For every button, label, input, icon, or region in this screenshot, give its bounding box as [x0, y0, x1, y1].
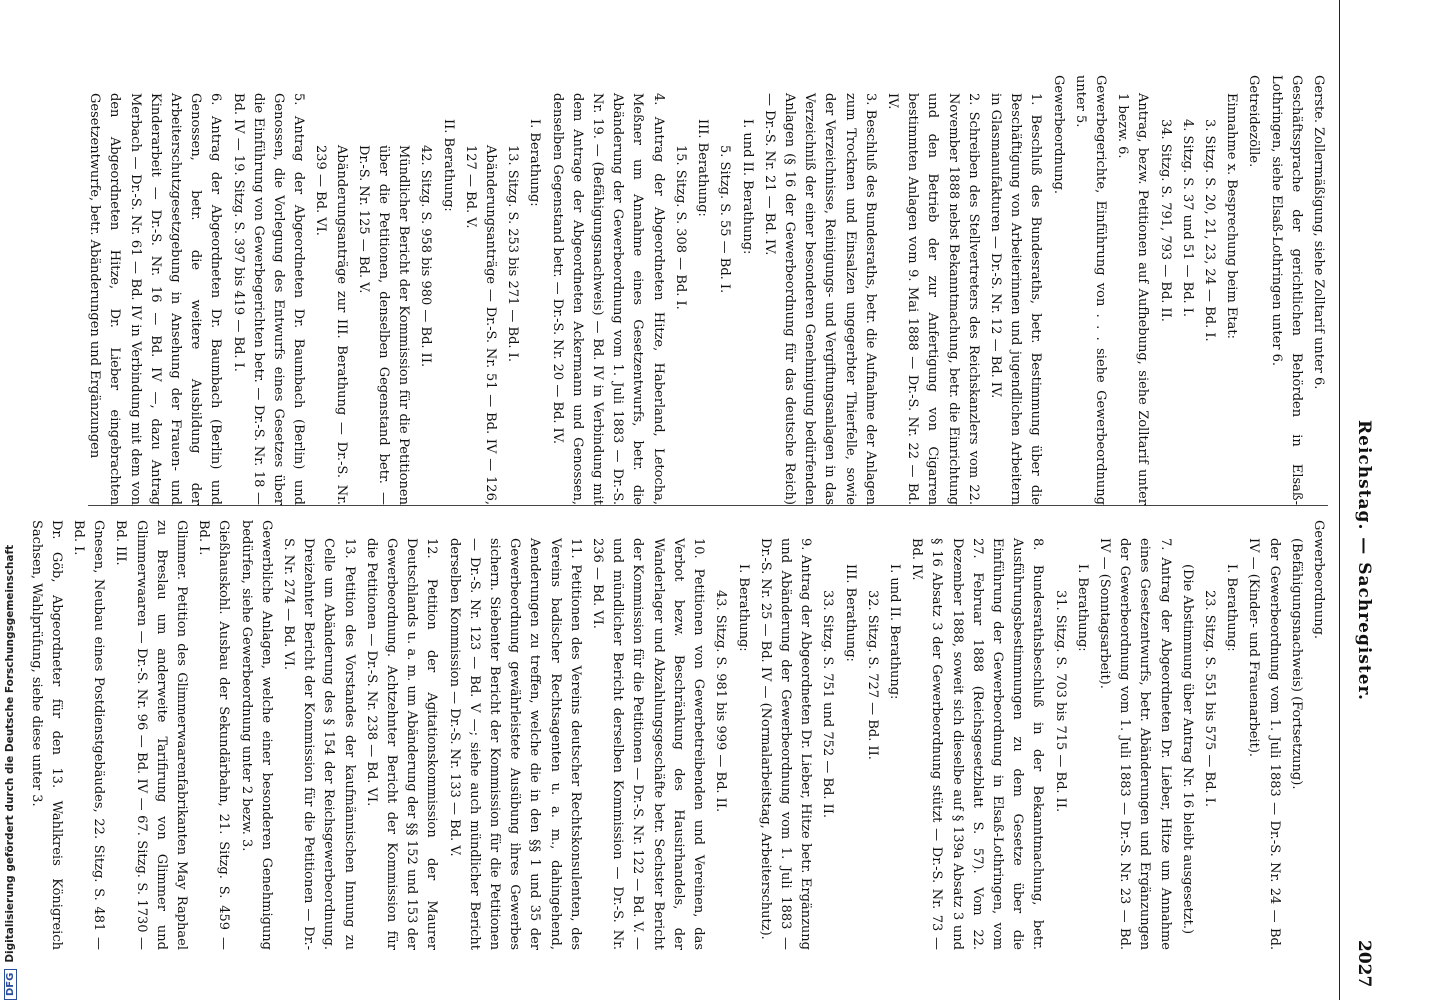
register-entry: 34. Sitzg. S. 791, 793 — Bd. II. [1157, 119, 1173, 322]
register-entry: Gewerbegerichte, Einführung von . . . siehe Gewerbeordnung unter 5. [1072, 75, 1108, 505]
register-entry: 6. Antrag der Abgeordneten Dr. Baumbach (Berlin) und Genossen, betr. die weitere Ausbildung der Arbeiterschutzgesetzgebung in Ansehung der Frauen- und Kinderarbeit — Dr.-S. Nr. 16 — Bd. IV —, dazu Antrag Merbach — Dr.-S. Nr. 61 — Bd. IV in Verbindung mit dem von den Abgeordneten Hitze, Dr. Lieber eingebrachten Gesetzentwurfe, betr. Abänderungen und Ergänzungen [87, 93, 224, 505]
register-entry: 1. Beschluß des Bundesraths, betr. Bestimmung über die Beschäftigung von Arbeiterinnen und jugendlichen Arbeitern in Glasmanufakturen — Dr.-S. Nr. 12 — Bd. IV. [987, 93, 1044, 505]
register-entry: 7. Antrag der Abgeordneten Dr. Lieber, Hitze um Annahme eines Gesetzentwurfs, betr. Abänderungen und Ergänzungen der Gewerbeordnung vom 1. Juli 1883 — Dr.-S. Nr. 23 — Bd. IV — (Sonntagsarbeit). [1096, 538, 1173, 950]
register-entry: I. Berathung: [735, 564, 751, 652]
register-entry: 9. Antrag der Abgeordneten Dr. Lieber, Hitze betr. Ergänzung und Abänderung der Gewerbeordnung vom 1. Juli 1883 — Dr.-S. Nr. 25 — Bd. IV — (Normalarbeitstag, Arbeiterschutz). [757, 538, 814, 950]
register-entry: 13. Petition des Vorstandes der kaufmännischen Innung zu Celle um Abänderung des § 154 der Reichsgewerbeordnung. Dreizehnter Bericht der Kommission für die Petitionen — Dr.-S. Nr. 274 — Bd. VI. [281, 538, 357, 950]
register-entry: 3. Sitzg. S. 20, 21, 23, 24 — Bd. I. [1201, 119, 1217, 342]
register-entry: I. und II. Berathung: [739, 119, 755, 255]
register-entry: Gnesen, Neubau eines Postdienstgebäudes, 22. Sitzg. S. 481 — Bd. I. [71, 520, 107, 950]
register-entry: (Die Abstimmung über Antrag Nr. 16 bleibt ausgesetzt.) [1179, 564, 1195, 935]
register-entry: Gerste. Zollermäßigung, siehe Zolltarif unter 6. [1311, 75, 1326, 390]
register-entry: 15. Sitzg. S. 308 — Bd. I. [672, 145, 688, 310]
register-entry: III. Berathung: [695, 119, 711, 217]
running-title: Reichstag. — Sachregister. [1354, 420, 1374, 701]
register-entry: 11. Petitionen des Vereins deutscher Rechtskonsulenten, des Vereins badischer Rechtsagenten u. a. m., dahingehend, Aenderungen zu treffen, welche die in den §§ 1 und 35 der Gewerbeordnung gewährleistete Ausübung ihres Gewerbes sichern. Siebenter Bericht der Kommission für die Petitionen — Dr.-S. Nr. 123 — Bd. V —; siehe auch mündlicher Bericht derselben Kommission — Dr.-S. Nr. 133 — Bd. V. [446, 538, 583, 950]
register-entry: I. Berathung: [1074, 564, 1090, 652]
register-entry: Getreidezölle. [1246, 75, 1262, 168]
register-entry: 4. Sitzg. S. 37 und 51 — Bd. I. [1179, 119, 1195, 318]
register-entry: 4. Antrag der Abgeordneten Hitze, Haberland, Letocha, Meßner um Annahme eines Gesetzentwurfs, betr. die Abänderung der Gewerbeordnung vom 1. Juli 1883 — Dr.-S. Nr. 19. — (Befähigungsnachweis) — Bd. IV in Verbindung mit dem Antrage der Abgeordneten Ackermann und Genossen, denselben Gegenstand betr. — Dr.-S. Nr. 20 — Bd. IV. [549, 93, 666, 505]
register-entry: 5. Antrag der Abgeordneten Dr. Baumbach (Berlin) und Genossen, die Vorlegung des Entwurfs eines Gesetzes über die Einführung von Gewerbegerichten betr. — Dr.-S. Nr. 18 — Bd. IV — 19. Sitzg. S. 397 bis 419 — Bd. I. [230, 93, 307, 505]
register-entry: Glimmer. Petition des Glimmerwaarenfabrikanten May Raphael zu Breslau um anderweite Tarifirung von Glimmer und Glimmerwaaren — Dr.-S. Nr. 96 — Bd. IV — 67. Sitzg. S. 1730 — Bd. III. [113, 520, 190, 950]
register-entry: 2. Schreiben des Stellvertreters des Reichskanzlers vom 22. November 1888 nebst Bekanntmachung, betr. die Einrichtung und den Betrieb der zur Anfertigung von Cigarren bestimmten Anlagen vom 9. Mai 1888 — Dr.-S. Nr. 22 — Bd. IV. [884, 93, 981, 505]
dfg-logo: DFG [4, 969, 17, 1000]
register-entry: 23. Sitzg. S. 551 bis 575 — Bd. I. [1201, 590, 1217, 807]
register-entry: 43. Sitzg. S. 981 bis 999 — Bd. II. [713, 590, 729, 813]
register-entry: 33. Sitzg. S. 751 und 752 — Bd. II. [820, 590, 836, 819]
column-divider [88, 505, 1328, 506]
rotated-page-content [28, 0, 1380, 1000]
register-entry: I. Berathung: [527, 119, 543, 207]
register-entry: 5. Sitzg. S. 55 — Bd. I. [717, 145, 733, 294]
register-entry: Gewerbliche Anlagen, welche einer besonderen Genehmigung bedürfen, siehe Gewerbeordnung unter 2 bezw. 3. [238, 520, 274, 950]
register-entry: III. Berathung: [842, 564, 858, 662]
register-entry: Gießhauskohl. Ausbau der Sekundärbahn, 21. Sitzg. S. 459 — Bd. I. [196, 520, 232, 950]
register-entry: 10. Petitionen von Gewerbetreibenden und Vereinen, das Verbot bezw. Beschränkung des Hausirhandels, der Wanderlager und Abzahlungsgeschäfte betr. Sechster Bericht der Kommission für die Petitionen — Dr.-S. Nr. 122 — Bd. V. — und mündlicher Bericht derselben Kommission — Dr.-S. Nr. 236 — Bd. VI. [590, 538, 707, 950]
register-entry: Einnahme x. Besprechung beim Etat: [1224, 93, 1240, 339]
register-entry: 3. Beschluß des Bundesraths, betr. die Aufnahme der Anlagen zum Trocknen und Einsalzen ungegerbter Thierfelle, sowie der Verzeichnisse, Reinigungs- und Vergiftungsanlagen in das Verzeichniß der einer besonderen Genehmigung bedürfenden Anlagen (§ 16 der Gewerbeordnung für das deutsche Reich) — Dr.-S. Nr. 21 — Bd. IV. [761, 93, 878, 505]
right-column [23, 520, 1328, 950]
register-entry: 42. Sitzg. S. 958 bis 980 — Bd. II. [418, 145, 434, 368]
register-entry: Dr. Göb, Abgeordneter für den 13. Wahlkreis Königreich Sachsen, Wahlprüfung, siehe diese unter 3. [28, 520, 64, 950]
register-entry: Gewerbeordnung. [1050, 75, 1066, 195]
register-entry: 8. Bundesrathsbeschluß in der Bekanntmachung, betr. Ausführungsbestimmungen zu dem Gesetze über die Einführung der Gewerbeordnung in Elsaß-Lothringen, vom 27. Februar 1888 (Reichsgesetzblatt S. 57). Vom 22. Dezember 1888, soweit sich dieselbe auf § 139a Absatz 3 und § 16 Absatz 3 der Gewerbeordnung stützt — Dr.-S. Nr. 73 — Bd. IV. [909, 538, 1046, 950]
register-entry: der Gewerbeordnung vom 1. Juli 1883 — Dr.-S. Nr. 24 — Bd. IV — (Kinder- und Frauenarbeit). [1246, 538, 1282, 950]
register-entry: Mündlicher Bericht der Kommission für die Petitionen über die Petitionen, denselben Gegenstand betr. — Dr.-S. Nr. 125 — Bd. V. [355, 145, 412, 505]
register-entry: Geschäftssprache der gerichtlichen Behörden in Elsaß-Lothringen, siehe Elsaß-Lothringen unter 6. [1268, 75, 1304, 505]
register-entry: II. Berathung: [440, 119, 456, 212]
register-entry: Abänderungsanträge — Dr.-S. Nr. 51 — Bd. IV — 126, 127 — Bd. V. [462, 145, 499, 505]
register-entry: 13. Sitzg. S. 253 bis 271 — Bd. I. [505, 145, 521, 362]
register-entry: Antrag, bezw. Petitionen auf Aufhebung, siehe Zolltarif unter 1 bezw. 6. [1115, 93, 1151, 505]
footer-strip [4, 545, 17, 1000]
register-entry: Abänderungsanträge zur III. Berathung — Dr.-S. Nr. 239 — Bd. VI. [313, 145, 349, 505]
register-entry: 31. Sitzg. S. 703 bis 715 — Bd. II. [1052, 590, 1068, 813]
register-entry: 32. Sitzg. S. 727 — Bd. II. [864, 590, 880, 760]
left-column [82, 75, 1328, 505]
register-entry: Gewerbeordnung. [1311, 520, 1326, 640]
page-header [1339, 0, 1380, 1000]
register-entry: 12. Petition der Agitationskommission der Maurer Deutschlands u. a. m. um Abänderung der §§ 152 und 153 der Gewerbeordnung. Achtzehnter Bericht der Kommission für die Petitionen — Dr.-S. Nr. 238 — Bd. VI. [363, 538, 440, 950]
page-number: 2027 [1354, 940, 1374, 988]
register-entry: I. Berathung: [1224, 564, 1240, 652]
register-entry: I. und II. Berathung: [886, 564, 902, 700]
footer-text: Digitalisierung gefördert durch die Deutsche Forschungsgemeinschaft [4, 544, 16, 963]
register-entry: (Befähigungsnachweis) (Fortsetzung). [1288, 538, 1304, 790]
